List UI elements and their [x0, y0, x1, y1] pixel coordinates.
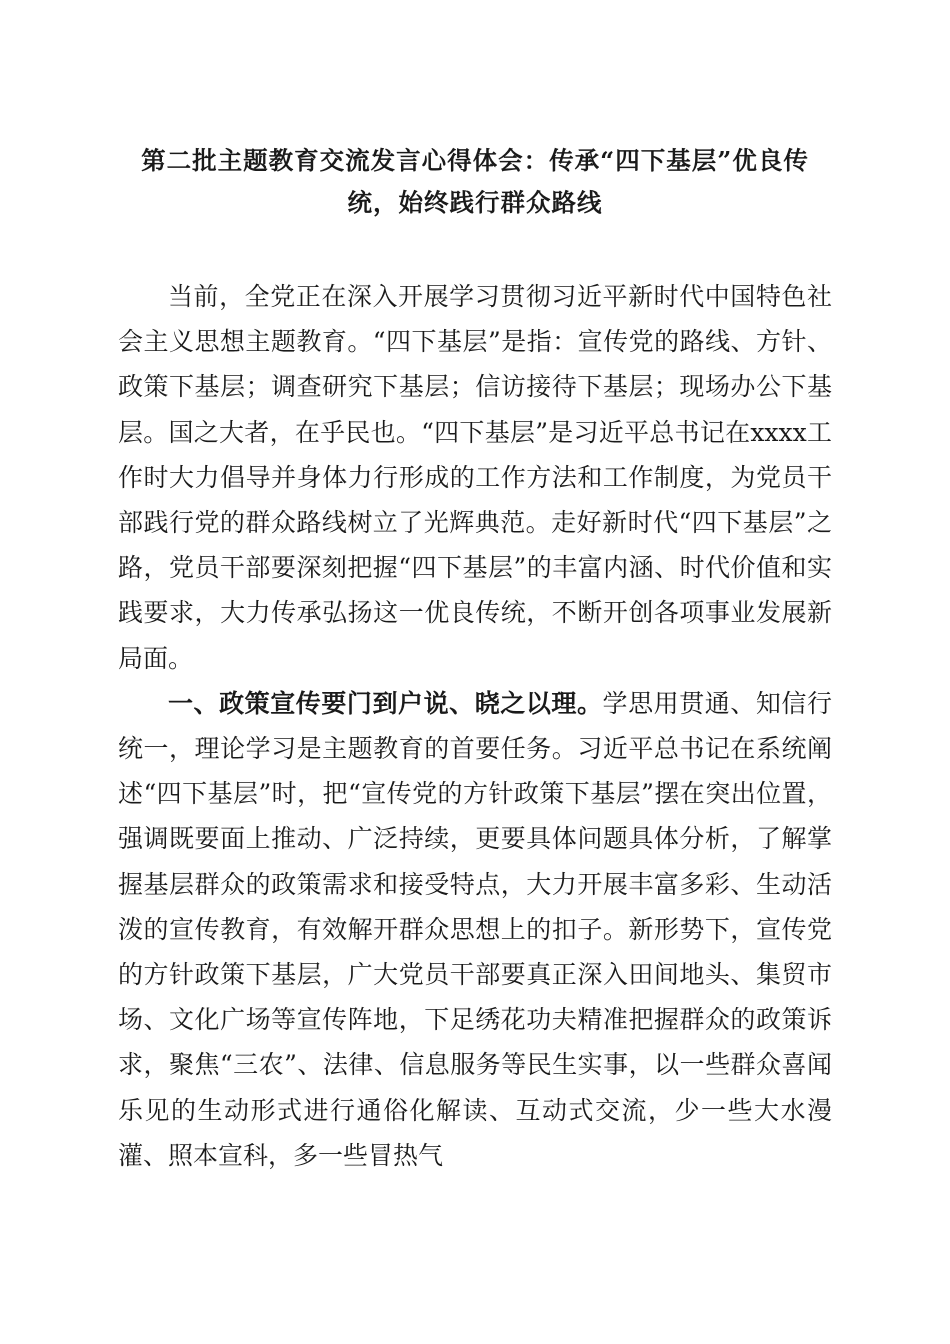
section-one-paragraph — [118, 681, 832, 1178]
document-title: 第二批主题教育交流发言心得体会：传承“四下基层”优良传统，始终践行群众路线 — [141, 146, 809, 217]
section-one-heading: 一、政策宣传要门到户说、晓之以理。 — [168, 688, 603, 718]
section-one-text: 学思用贯通、知信行统一，理论学习是主题教育的首要任务。习近平总书记在系统阐述“四下基层”时，把“宣传党的方针政策下基层”摆在突出位置，强调既要面上推动、广泛持续，更要具体问题具体分析，了解掌握基层群众的政策需求和接受特点，大力开展丰富多彩、生动活泼的宣传教育，有效解开群众思想上的扣子。新形势下，宣传党的方针政策下基层，广大党员干部要真正深入田间地头、集贸市场、文化广场等宣传阵地，下足绣花功夫精准把握群众的政策诉求，聚焦“三农”、法律、信息服务等民生实事，以一些群众喜闻乐见的生动形式进行通俗化解读、互动式交流，少一些大水漫灌、照本宣科，多一些冒热气 — [118, 688, 832, 1170]
intro-paragraph — [118, 274, 832, 681]
document-body — [118, 274, 832, 1178]
intro-paragraph-text: 当前，全党正在深入开展学习贯彻习近平新时代中国特色社会主义思想主题教育。“四下基层”是指：宣传党的路线、方针、政策下基层；调查研究下基层；信访接待下基层；现场办公下基层。国之大者，在乎民也。“四下基层”是习近平总书记在xxxx工作时大力倡导并身体力行形成的工作方法和工作制度，为党员干部践行党的群众路线树立了光辉典范。走好新时代“四下基层”之路，党员干部要深刻把握“四下基层”的丰富内涵、时代价值和实践要求，大力传承弘扬这一优良传统，不断开创各项事业发展新局面。 — [118, 282, 832, 673]
